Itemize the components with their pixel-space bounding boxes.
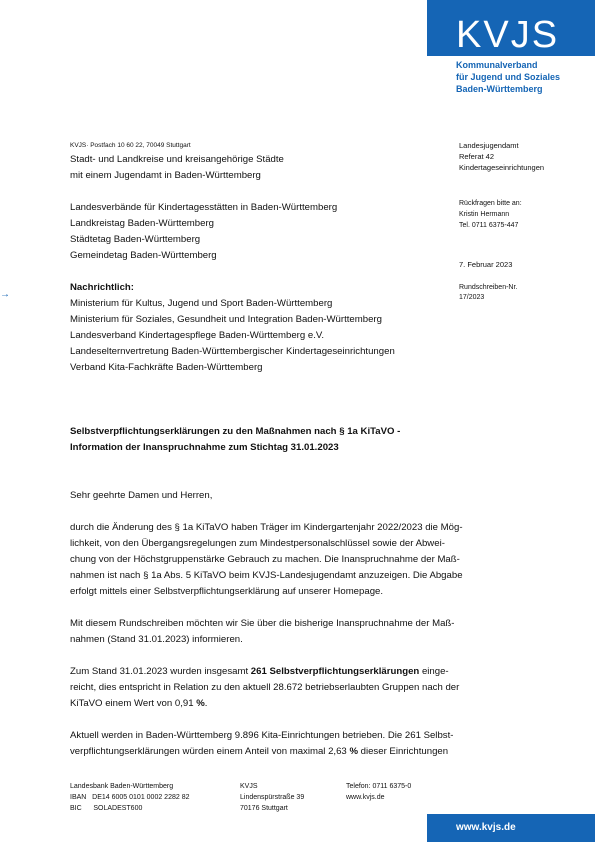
sender-line: KVJS· Postfach 10 60 22, 70049 Stuttgart: [70, 142, 191, 149]
body-line: Mit diesem Rundschreiben möchten wir Sie über die bisherige Inanspruchnahme der Maß-: [70, 618, 455, 629]
subject-line: Selbstverpflichtungserklärungen zu den Maßnahmen nach § 1a KiTaVO -: [70, 426, 401, 437]
cc-recipient-line: Landesverband Kindertagespflege Baden-Württemberg e.V.: [70, 330, 325, 341]
footer-bank-line: BIC SOLADEST600: [70, 805, 143, 812]
cc-heading: Nachrichtlich:: [70, 282, 134, 293]
body-line: [70, 744, 448, 760]
circular-number: 17/2023: [459, 294, 485, 301]
cc-recipient-line: Ministerium für Kultus, Jugend und Sport Baden-Württemberg: [70, 298, 333, 309]
body-line: durch die Änderung des § 1a KiTaVO haben Träger im Kindergartenjahr 2022/2023 die Mög-: [70, 522, 463, 533]
body-text-span: einge-: [419, 666, 449, 677]
circular-label: Rundschreiben-Nr.: [459, 284, 518, 291]
footer-phone: Telefon: 0711 6375-0: [346, 783, 412, 790]
body-line: [70, 696, 207, 712]
contact-label: Rückfragen bitte an:: [459, 200, 522, 207]
salutation: Sehr geehrte Damen und Herren,: [70, 490, 213, 501]
contact-name: Kristin Hermann: [459, 211, 510, 218]
body-line: chung von der Höchstgruppenstärke Gebrauch zu machen. Die Inanspruchnahme der Maß-: [70, 554, 460, 565]
department-line: Landesjugendamt: [459, 141, 519, 150]
footer-website[interactable]: www.kvjs.de: [346, 794, 385, 801]
department-line: Kindertageseinrichtungen: [459, 163, 545, 172]
footer-url-link[interactable]: www.kvjs.de: [456, 822, 516, 833]
footer-address-line: Lindenspürstraße 39: [240, 794, 305, 801]
body-line: lichkeit, von den Übergangsregelungen zum Mindestpersonalschlüssel sowie der Abwei-: [70, 538, 445, 549]
subject-line: Information der Inanspruchnahme zum Stichtag 31.01.2023: [70, 442, 339, 453]
org-name-line: Kommunalverband: [456, 60, 538, 70]
recipient-line: mit einem Jugendamt in Baden-Württemberg: [70, 170, 261, 181]
percent-sign: %: [196, 698, 205, 709]
footer-bank-line: IBAN DE14 6005 0101 0002 2282 82: [70, 794, 190, 801]
recipient-line: Städtetag Baden-Württemberg: [70, 234, 201, 245]
footer-bank-line: Landesbank Baden-Württemberg: [70, 783, 174, 790]
footer-address-line: KVJS: [240, 783, 258, 790]
body-line: reicht, dies entspricht in Relation zu den aktuell 28.672 betriebserlaubten Gruppen nach der: [70, 682, 460, 693]
org-name-line: Baden-Württemberg: [456, 84, 543, 94]
body-line: nahmen (Stand 31.01.2023) informieren.: [70, 634, 243, 645]
body-text-span: dieser Einrichtungen: [357, 746, 449, 757]
body-line: Aktuell werden in Baden-Württemberg 9.896 Kita-Einrichtungen betrieben. Die 261 Selbst-: [70, 730, 454, 741]
department-line: Referat 42: [459, 152, 495, 161]
org-name-line: für Jugend und Soziales: [456, 72, 561, 82]
percent-sign: %: [349, 746, 358, 757]
recipient-line: Stadt- und Landkreise und kreisangehörige Städte: [70, 154, 284, 165]
body-text-span: KiTaVO einem Wert von 0,91: [70, 698, 197, 709]
body-line: [70, 664, 449, 680]
cc-recipient-line: Landeselternvertretung Baden-Württembergischer Kindertageseinrichtungen: [70, 346, 395, 357]
recipient-line: Gemeindetag Baden-Württemberg: [70, 250, 217, 261]
recipient-line: Landesverbände für Kindertagesstätten in Baden-Württemberg: [70, 202, 338, 213]
body-text-span: verpflichtungserklärungen würden einem Anteil von maximal 2,63: [70, 746, 350, 757]
contact-phone: Tel. 0711 6375-447: [459, 222, 519, 229]
letter-date: 7. Februar 2023: [459, 260, 513, 269]
cc-recipient-line: Ministerium für Soziales, Gesundheit und Integration Baden-Württemberg: [70, 314, 382, 325]
logo: KVJS: [456, 14, 560, 56]
footer-address-line: 70176 Stuttgart: [240, 805, 288, 812]
arrow-right-icon: →: [0, 289, 10, 300]
highlight-count: 261 Selbstverpflichtungserklärungen: [250, 666, 420, 677]
recipient-line: Landkreistag Baden-Württemberg: [70, 218, 214, 229]
body-text-span: Zum Stand 31.01.2023 wurden insgesamt: [70, 666, 251, 677]
body-line: erfolgt mittels einer Selbstverpflichtungserklärung auf unserer Homepage.: [70, 586, 384, 597]
cc-recipient-line: Verband Kita-Fachkräfte Baden-Württemberg: [70, 362, 263, 373]
body-line: nahmen ist nach § 1a Abs. 5 KiTaVO beim KVJS-Landesjugendamt anzuzeigen. Die Abgabe: [70, 570, 463, 581]
body-text-span: .: [204, 698, 208, 709]
